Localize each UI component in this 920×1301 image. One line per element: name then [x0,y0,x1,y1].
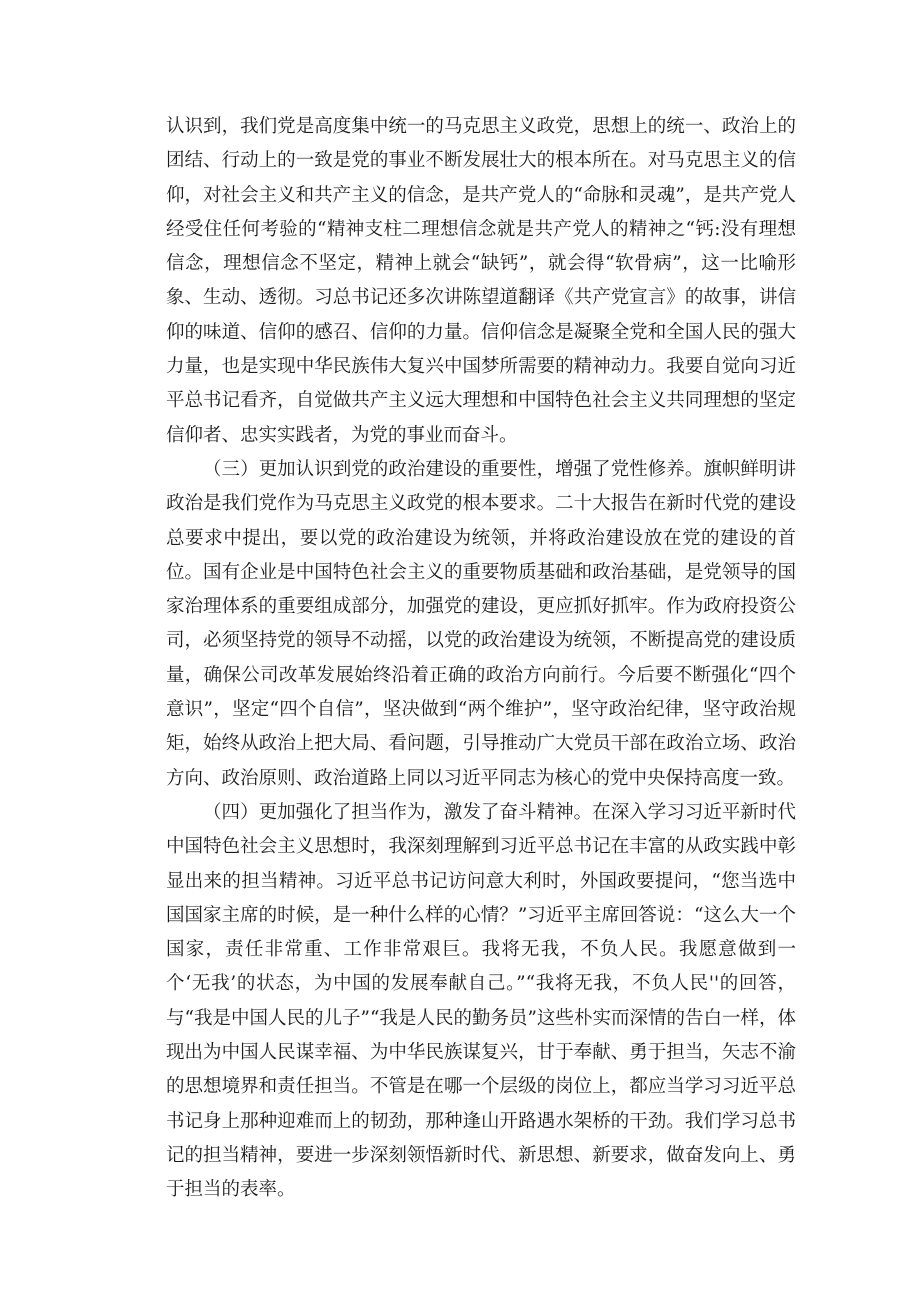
paragraph-section-three: （三）更加认识到党的政治建设的重要性，增强了党性修养。旗帜鲜明讲政治是我们党作为马克思主义政党的根本要求。二十大报告在新时代党的建设总要求中提出，要以党的政治建设为统领，并将政治建设放在党的建设的首位。国有企业是中国特色社会主义的重要物质基础和政治基础，是党领导的国家治理体系的重要组成部分，加强党的建设，更应抓好抓牢。作为政府投资公司，必须坚持党的领导不动摇，以党的政治建设为统领，不断提高党的建设质量，确保公司改革发展始终沿着正确的政治方向前行。今后要不断强化“四个意识”，坚定“四个自信”，坚决做到“两个维护”，坚守政治纪律，坚守政治规矩，始终从政治上把大局、看问题，引导推动广大党员干部在政治立场、政治方向、政治原则、政治道路上同以习近平同志为核心的党中央保持高度一致。 [166,458,796,789]
paragraph-continued: 认识到，我们党是高度集中统一的马克思主义政党，思想上的统一、政治上的团结、行动上的一致是党的事业不断发展壮大的根本所在。对马克思主义的信仰，对社会主义和共产主义的信念，是共产党人的“命脉和灵魂”，是共产党人经受住任何考验的“精神支柱二理想信念就是共产党人的精神之“钙:没有理想信念，理想信念不坚定，精神上就会“缺钙”，就会得“软骨病”，这一比喻形象、生动、透彻。习总书记还多次讲陈望道翻译《共产党宣言》的故事，讲信仰的味道、信仰的感召、信仰的力量。信仰信念是凝聚全党和全国人民的强大力量，也是实现中华民族伟大复兴中国梦所需要的精神动力。我要自觉向习近平总书记看齐，自觉做共产主义远大理想和中国特色社会主义共同理想的坚定信仰者、忠实实践者，为党的事业而奋斗。 [166,116,796,446]
paragraph-section-four: （四）更加强化了担当作为，激发了奋斗精神。在深入学习习近平新时代中国特色社会主义思想时，我深刻理解到习近平总书记在丰富的从政实践中彰显出来的担当精神。习近平总书记访问意大利时，外国政要提问，“您当选中国国家主席的时候，是一种什么样的心情？”习近平主席回答说：“这么大一个国家，责任非常重、工作非常艰巨。我将无我，不负人民。我愿意做到一个‘无我’的状态，为中国的发展奉献自己。”“我将无我，不负人民''的回答，与“我是中国人民的儿子”“我是人民的勤务员”这些朴实而深情的告白一样，体现出为中国人民谋幸福、为中华民族谋复兴，甘于奉献、勇于担当，矢志不渝的思想境界和责任担当。不管是在哪一个层级的岗位上，都应当学习习近平总书记身上那种迎难而上的韧劲，那种逢山开路遇水架桥的干劲。我们学习总书记的担当精神，要进一步深刻领悟新时代、新思想、新要求，做奋发向上、勇于担当的表率。 [166,801,796,1201]
document-body [166,110,796,1208]
